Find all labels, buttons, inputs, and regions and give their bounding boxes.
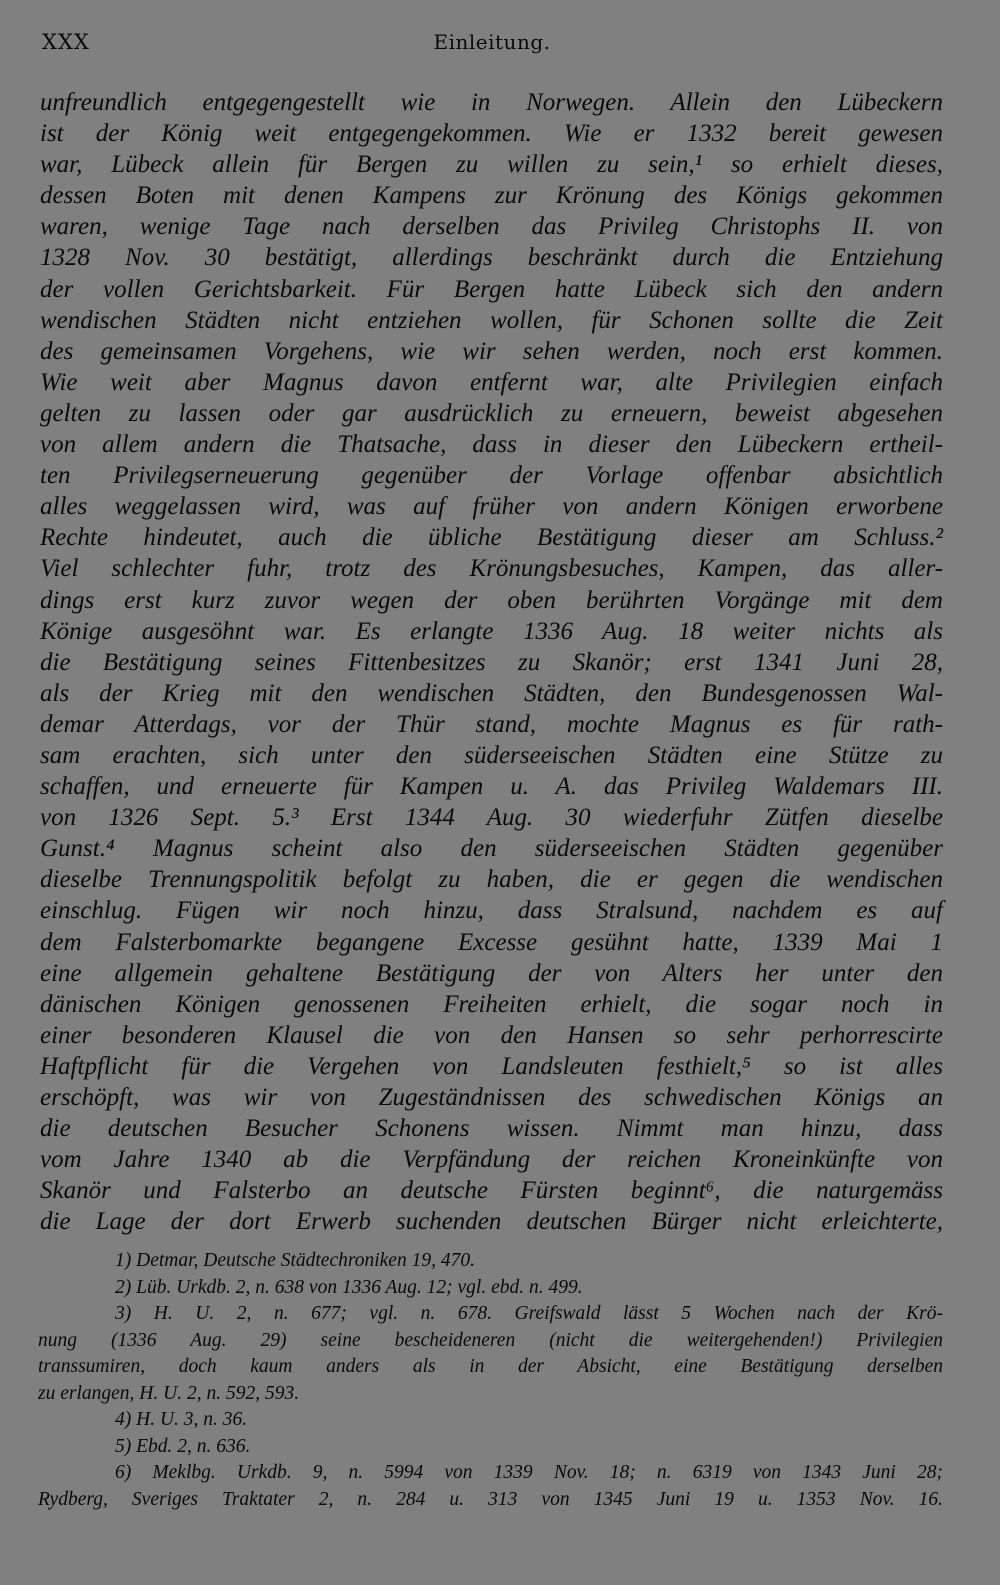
footnote-4: 4) H. U. 3, n. 36. xyxy=(115,1409,248,1430)
footnote-2: 2) Lüb. Urkdb. 2, n. 638 von 1336 Aug. 12; vgl. ebd. n. 499. xyxy=(115,1276,583,1298)
body-line: von allem andern die Thatsache, dass in dieser den Lübeckern ertheil- xyxy=(40,431,943,459)
body-line: von 1326 Sept. 5.³ Erst 1344 Aug. 30 wiederfuhr Zütfen dieselbe xyxy=(40,804,943,832)
body-line: Wie weit aber Magnus davon entfernt war, alte Privilegien einfach xyxy=(40,368,943,396)
body-line: dieselbe Trennungspolitik befolgt zu haben, die er gegen die wendischen xyxy=(40,866,943,894)
footnote-6: 6) Meklbg. Urkdb. 9, n. 5994 von 1339 Nov. 18; n. 6319 von 1343 Juni 28; xyxy=(115,1462,943,1483)
body-line: Könige ausgesöhnt war. Es erlangte 1336 Aug. 18 weiter nichts als xyxy=(40,617,943,645)
page-header xyxy=(42,30,942,60)
body-line: sam erachten, sich unter den süderseeischen Städten eine Stütze zu xyxy=(40,741,943,769)
body-line: demar Atterdags, vor der Thür stand, mochte Magnus es für rath- xyxy=(40,710,943,738)
body-line: Gunst.⁴ Magnus scheint also den süderseeischen Städten gegenüber xyxy=(40,835,943,863)
body-line: unfreundlich entgegengestellt wie in Norwegen. Allein den Lübeckern xyxy=(40,89,943,116)
footnote-6-continued: Rydberg, Sveriges Traktater 2, n. 284 u. 313 von 1345 Juni 19 u. 1353 Nov. 16. xyxy=(38,1488,943,1510)
footnote-3-continued: transsumiren, doch kaum anders als in der Absicht, eine Bestätigung derselben xyxy=(38,1356,943,1377)
body-line: 1328 Nov. 30 bestätigt, allerdings beschränkt durch die Entziehung xyxy=(40,244,943,272)
body-line: war, Lübeck allein für Bergen zu willen zu sein,¹ so erhielt dieses, xyxy=(40,151,943,179)
body-line: der vollen Gerichtsbarkeit. Für Bergen hatte Lübeck sich den andern xyxy=(40,275,943,303)
running-head: Einleitung. xyxy=(433,30,551,54)
body-line: dem Falsterbomarkte begangene Excesse gesühnt hatte, 1339 Mai 1 xyxy=(40,928,943,956)
body-line: dessen Boten mit denen Kampens zur Krönung des Königs gekommen xyxy=(40,182,943,210)
body-line: erschöpft, was wir von Zugeständnissen des schwedischen Königs an xyxy=(40,1084,943,1111)
footnote-3-continued: zu erlangen, H. U. 2, n. 592, 593. xyxy=(38,1382,300,1404)
body-line: gelten zu lassen oder gar ausdrücklich zu erneuern, beweist abgesehen xyxy=(40,399,943,427)
footnote-1: 1) Detmar, Deutsche Städtechroniken 19, 470. xyxy=(115,1250,475,1271)
body-text xyxy=(40,87,943,1237)
body-line: waren, wenige Tage nach derselben das Privileg Christophs II. von xyxy=(40,213,943,241)
body-line: dings erst kurz zuvor wegen der oben berührten Vorgänge mit dem xyxy=(40,586,943,614)
body-line: einer besonderen Klausel die von den Hansen so sehr perhorrescirte xyxy=(40,1021,943,1049)
body-line: Rechte hindeutet, auch die übliche Bestätigung dieser am Schluss.² xyxy=(40,524,943,552)
body-line: als der Krieg mit den wendischen Städten, den Bundesgenossen Wal- xyxy=(40,679,943,707)
body-line: die Lage der dort Erwerb suchenden deutschen Bürger nicht erleichterte, xyxy=(40,1208,943,1236)
footnote-5: 5) Ebd. 2, n. 636. xyxy=(115,1435,251,1457)
body-line: des gemeinsamen Vorgehens, wie wir sehen werden, noch erst kommen. xyxy=(40,337,943,365)
body-line: ten Privilegserneuerung gegenüber der Vorlage offenbar absichtlich xyxy=(40,462,943,490)
body-line: die deutschen Besucher Schonens wissen. Nimmt man hinzu, dass xyxy=(40,1115,943,1143)
body-line: einschlug. Fügen wir noch hinzu, dass Stralsund, nachdem es auf xyxy=(40,897,943,925)
body-line: wendischen Städten nicht entziehen wollen, für Schonen sollte die Zeit xyxy=(40,306,943,334)
body-line: Skanör und Falsterbo an deutsche Fürsten beginnt⁶, die naturgemäss xyxy=(40,1177,943,1205)
body-line: schaffen, und erneuerte für Kampen u. A. das Privileg Waldemars III. xyxy=(40,773,943,801)
body-line: alles weggelassen wird, was auf früher von andern Königen erworbene xyxy=(40,493,943,521)
page-number: XXX xyxy=(42,30,90,54)
body-line: vom Jahre 1340 ab die Verpfändung der reichen Kroneinkünfte von xyxy=(40,1146,943,1174)
body-line: die Bestätigung seines Fittenbesitzes zu Skanör; erst 1341 Juni 28, xyxy=(40,648,943,676)
footnote-3-continued: nung (1336 Aug. 29) seine bescheideneren (nicht die weitergehenden!) Privilegien xyxy=(38,1329,943,1351)
footnotes xyxy=(38,1248,943,1513)
body-line: eine allgemein gehaltene Bestätigung der von Alters her unter den xyxy=(40,959,943,987)
body-line: dänischen Königen genossenen Freiheiten erhielt, die sogar noch in xyxy=(40,990,943,1018)
body-line: Haftpflicht für die Vergehen von Landsleuten festhielt,⁵ so ist alles xyxy=(40,1052,943,1080)
footnote-3: 3) H. U. 2, n. 677; vgl. n. 678. Greifswald lässt 5 Wochen nach der Krö- xyxy=(115,1303,943,1324)
body-line: Viel schlechter fuhr, trotz des Krönungsbesuches, Kampen, das aller- xyxy=(40,555,943,583)
body-line: ist der König weit entgegengekommen. Wie er 1332 bereit gewesen xyxy=(40,120,943,148)
